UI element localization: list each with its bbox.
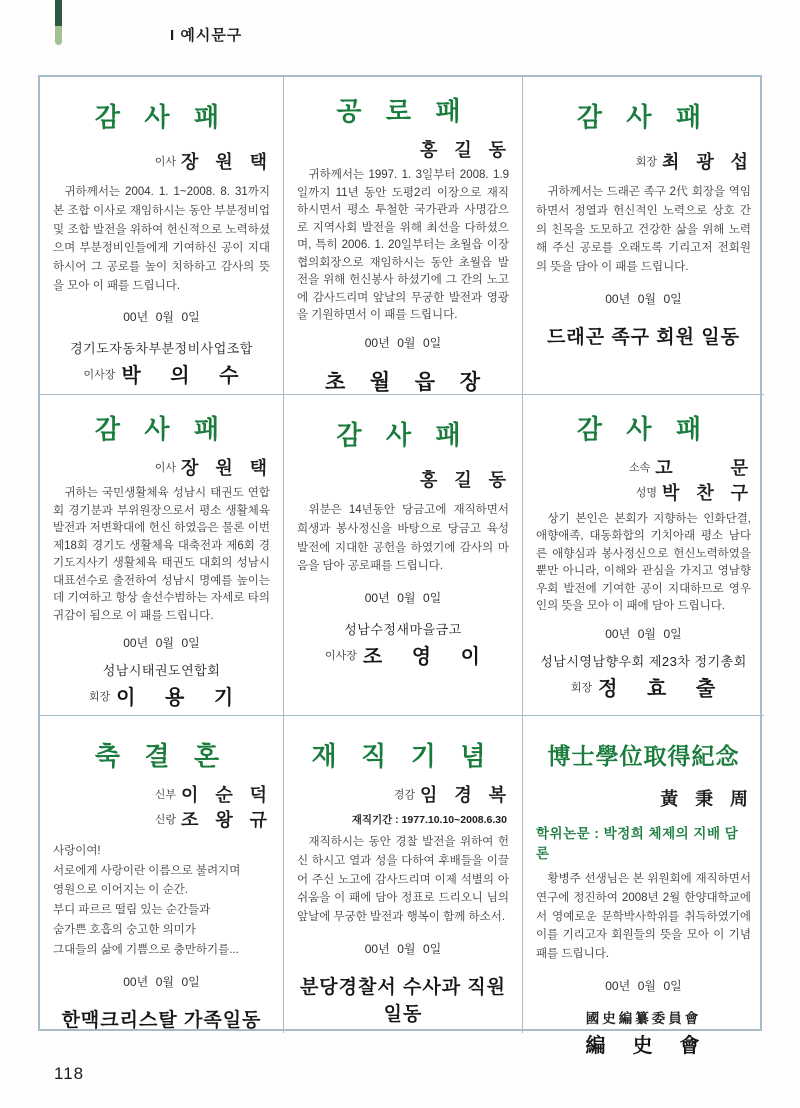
plaque-card-appreciation-3 xyxy=(40,395,284,716)
poem-line: 영원으로 이어지는 이 순간. xyxy=(53,884,188,897)
plaque-card-appreciation-1 xyxy=(40,77,284,395)
recipient-role: 이사 xyxy=(154,462,177,474)
signer-name: 정 효 출 xyxy=(598,677,717,700)
plaque-body: 재직하시는 동안 경찰 발전을 위하여 헌신 하시고 열과 성을 다하여 후배들을 이끌어 주신 노고에 감사드리며 이제 석별의 아쉬움을 이 패에 담아 정표로 드리오니 님의 앞날에 무궁한 발전과 행복이 함께 하소서. xyxy=(297,836,509,923)
recipient-name: 임 경 복 xyxy=(420,785,507,805)
groom-label: 신랑 xyxy=(154,814,177,827)
plaque-title: 재 직 기 념 xyxy=(311,742,495,771)
signature-name: 드래곤 족구 회원 일동 xyxy=(546,326,741,348)
recipient-line xyxy=(53,150,268,175)
recipient-name: 장 원 택 xyxy=(181,152,268,172)
recipient-line-affiliation xyxy=(536,456,749,507)
plaque-title: 감 사 패 xyxy=(94,103,229,132)
poem-line: 그대들의 삶에 기쁨으로 충만하기를... xyxy=(53,943,239,956)
plaque-card-doctorate-commemoration xyxy=(523,716,764,1057)
page-number: 118 xyxy=(54,1064,85,1083)
recipient-role: 경감 xyxy=(393,789,416,801)
signer-role: 이사장 xyxy=(83,369,116,382)
signature-organization: 성남수정새마을금고 xyxy=(344,621,462,637)
plaque-examples-grid xyxy=(38,75,762,1057)
signature-name: 한맥크리스탈 가족일동 xyxy=(61,1010,262,1032)
signature-organization: 성남시영남향우회 제23차 정기총회 xyxy=(540,653,747,669)
recipient-line xyxy=(297,138,507,163)
recipient-lines xyxy=(53,783,268,834)
recipient-role: 회장 xyxy=(635,156,658,168)
recipient-line xyxy=(297,783,507,808)
signature-line xyxy=(297,640,509,669)
plaque-body: 귀하는 국민생활체육 성남시 태권도 연합회 경기분과 부위원장으로서 평소 생활체육 발전과 저변확대에 헌신 하였음은 물론 이번 제18회 경기도 생활체육 대축전과 제6회 경기도지사기 생활체육 태권도 대회의 성남시 대표선수로 출전하여 성남시 명예를 높이는데 기여하고 항상 솔선수범하는 자세로 타의 귀감이 됨으로 이 패를 드립니다. xyxy=(53,487,270,622)
plaque-title: 감 사 패 xyxy=(336,421,470,450)
bride-name: 이 순 덕 xyxy=(181,785,268,805)
recipient-role: 이사 xyxy=(154,156,177,168)
recipient-name-label: 성명 xyxy=(635,487,658,500)
plaque-card-appreciation-4 xyxy=(284,395,523,716)
poem-line: 부디 파르르 떨림 있는 순간들과 xyxy=(53,904,211,917)
plaque-date: 00년 0월 0일 xyxy=(605,978,682,993)
plaque-title: 공 로 패 xyxy=(336,97,470,126)
signer-name: 조 영 이 xyxy=(362,645,481,668)
thesis-title: 학위논문 : 박정희 체제의 지배 담론 xyxy=(536,826,739,862)
recipient-name: 黃 秉 周 xyxy=(660,789,749,809)
plaque-date: 00년 0월 0일 xyxy=(123,310,200,325)
bride-label: 신부 xyxy=(154,789,177,801)
plaque-card-appreciation-2 xyxy=(523,77,764,395)
recipient-affiliation: 고 문 xyxy=(655,458,749,478)
signer-role: 이사장 xyxy=(325,649,357,662)
plaque-title: 축 결 혼 xyxy=(94,742,229,771)
groom-name: 조 왕 규 xyxy=(181,810,268,831)
recipient-name: 장 원 택 xyxy=(181,458,268,478)
recipient-name: 박 찬 구 xyxy=(662,483,749,504)
recipient-line xyxy=(53,456,268,481)
recipient-line xyxy=(297,468,507,493)
recipient-name: 최 광 섭 xyxy=(662,152,749,172)
recipient-affiliation-label: 소속 xyxy=(628,462,651,474)
signer-role: 회장 xyxy=(570,681,593,694)
signature-line xyxy=(536,672,751,701)
signer-role: 회장 xyxy=(88,691,111,704)
plaque-body: 귀하께서는 1997. 1. 3일부터 2008. 1.9일까지 11년 동안 도평2리 이장으로 재직하시면서 평소 투철한 국가관과 사명감으로 지역사회 발전을 위해 최선을 다하셨으며, 특히 2006. 1. 20일부터는 초월읍 이장 협의회장으로 재임하시는 동안 초월읍 발전을 위해 헌신봉사 하셨기에 그 간의 노고에 감사드리며 앞날의 무궁한 발전과 영광을 기원하면서 이 패를 드립니다. xyxy=(297,169,509,322)
plaque-date: 00년 0월 0일 xyxy=(364,590,442,605)
plaque-card-service-commemoration xyxy=(284,716,523,1033)
plaque-body: 상기 본인은 본회가 지향하는 인화단결, 애향애족, 대동화합의 기치아래 평소 남다른 애향심과 봉사정신으로 헌신노력하였을 뿐만 아니라, 이해와 관심을 가지고 영남향우회 발전에 기여한 공이 지대하므로 영우인의 뜻을 모아 이 패에 담아 드립니다. xyxy=(536,512,751,613)
plaque-title: 감 사 패 xyxy=(94,415,229,444)
recipient-name: 홍 길 동 xyxy=(420,470,507,490)
plaque-body: 위분은 14년동안 당금고에 재직하면서 희생과 봉사정신을 바탕으로 당금고 육성 발전에 지대한 공헌을 하였기에 감사의 마음을 담아 공로패를 드립니다. xyxy=(297,504,509,573)
poem-line: 서로에게 사랑이란 이름으로 불려지며 xyxy=(53,864,241,877)
plaque-date: 00년 0월 0일 xyxy=(605,626,682,641)
plaque-date: 00년 0월 0일 xyxy=(123,636,200,651)
poem-line: 숨가쁜 호흡의 숭고한 의미가 xyxy=(53,923,196,936)
recipient-line xyxy=(536,150,749,175)
signature-line xyxy=(53,359,270,388)
plaque-title: 博士學位取得紀念 xyxy=(547,744,740,769)
plaque-card-appreciation-5 xyxy=(523,395,764,716)
recipient-name: 홍 길 동 xyxy=(420,140,507,160)
signature-organization: 경기도자동차부분정비사업조합 xyxy=(70,341,253,357)
signer-name: 編 史 會 xyxy=(585,1034,702,1057)
plaque-date: 00년 0월 0일 xyxy=(364,335,442,350)
accent-bar-dark-segment xyxy=(55,0,62,26)
plaque-date: 00년 0월 0일 xyxy=(605,291,682,306)
signature-line xyxy=(53,681,270,710)
plaque-body: 황병주 선생님은 본 위원회에 재직하면서 연구에 정진하여 2008년 2월 한양대학교에서 영예로운 문학박사학위를 취득하였기에 이를 기리고자 회원들의 뜻을 모아 이 기념패를 드립니다. xyxy=(536,873,751,960)
accent-bar-light-segment xyxy=(55,26,62,45)
signature-name: 분당경찰서 수사과 직원 일동 xyxy=(299,976,507,1025)
service-period: 재직기간 : 1977.10.10~2008.6.30 xyxy=(351,814,507,827)
signature-organization: 성남시태권도연합회 xyxy=(102,663,221,679)
plaque-title: 감 사 패 xyxy=(576,415,711,444)
plaque-title: 감 사 패 xyxy=(576,103,711,132)
signature-organization: 國史編纂委員會 xyxy=(585,1010,702,1026)
signature-name: 초 월 읍 장 xyxy=(324,370,482,394)
plaque-body: 귀하께서는 2004. 1. 1~2008. 8. 31까지 본 조합 이사로 재임하시는 동안 부분정비업 및 조합 발전을 위하여 헌신적으로 노력하셨으며 부분정비인들에게 기여하신 공이 지대하시어 그 공로를 높이 치하하고 감사의 뜻을 모아 이 패를 드립니다. xyxy=(53,186,270,292)
section-label: I 예시문구 xyxy=(170,27,243,44)
plaque-card-merit xyxy=(284,77,523,395)
plaque-date: 00년 0월 0일 xyxy=(123,975,200,990)
poem-line: 사랑이여! xyxy=(53,844,101,857)
recipient-line xyxy=(536,787,749,812)
plaque-card-wedding xyxy=(40,716,284,1033)
plaque-date: 00년 0월 0일 xyxy=(364,941,442,956)
signer-name: 이 용 기 xyxy=(116,687,235,710)
plaque-body: 귀하께서는 드래곤 족구 2代 회장을 역임하면서 정열과 헌신적인 노력으로 상호 간의 친목을 도모하고 건강한 삶을 위해 노력해 주신 공로를 오래도록 기리고저 전회원의 뜻을 담아 이 패를 드립니다. xyxy=(536,186,751,273)
section-accent-bar xyxy=(55,0,62,45)
signer-name: 박 의 수 xyxy=(121,365,240,388)
plaque-poem xyxy=(53,842,270,961)
